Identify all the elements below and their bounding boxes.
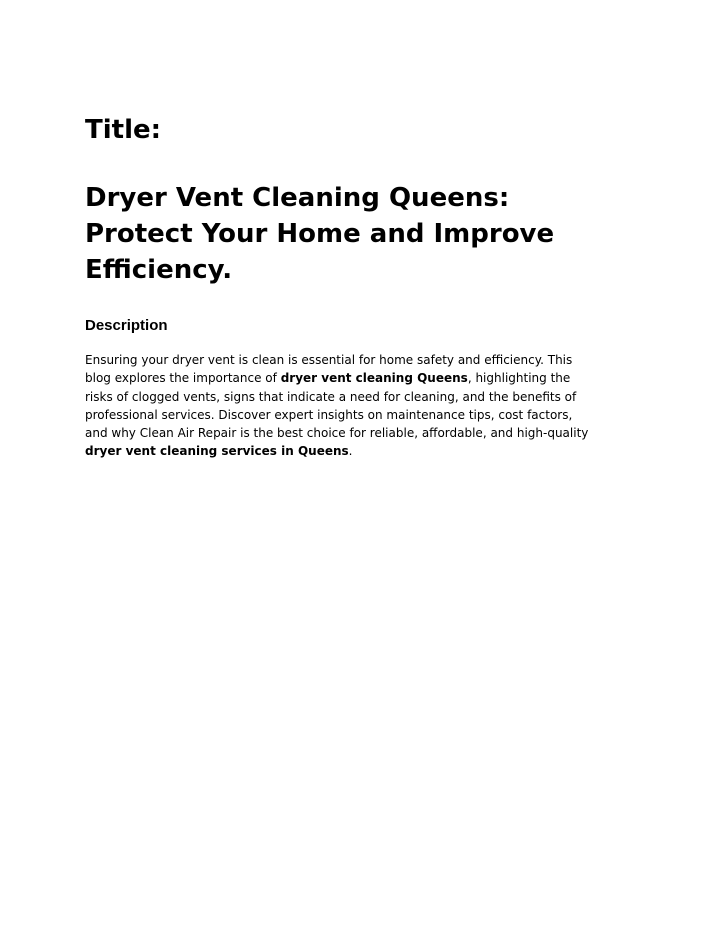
document-title [85,180,645,288]
description-line-6 [85,442,645,460]
keyword-bold: dryer vent cleaning services in Queens [85,444,349,459]
description-text: , highlighting the [467,371,571,386]
title-line-3: Efficiency. [85,255,233,285]
keyword-bold: dryer vent cleaning Queens [280,371,468,386]
description-line-1: Ensuring your dryer vent is clean is essential for home safety and efficiency. This [85,353,573,367]
description-paragraph [85,351,645,461]
title-label: Title: [85,115,162,145]
title-line-2: Protect Your Home and Improve [85,219,555,249]
description-text: blog explores the importance of [85,371,281,386]
description-line-5: and why Clean Air Repair is the best choice for reliable, affordable, and high-quality [85,426,589,441]
description-line-2 [85,369,645,387]
description-line-4: professional services. Discover expert insights on maintenance tips, cost factors, [85,407,573,422]
description-heading: Description [85,317,168,334]
description-line-3: risks of clogged vents, signs that indicate a need for cleaning, and the benefits of [85,389,577,404]
description-text: . [348,444,353,459]
title-line-1: Dryer Vent Cleaning Queens: [85,183,510,213]
